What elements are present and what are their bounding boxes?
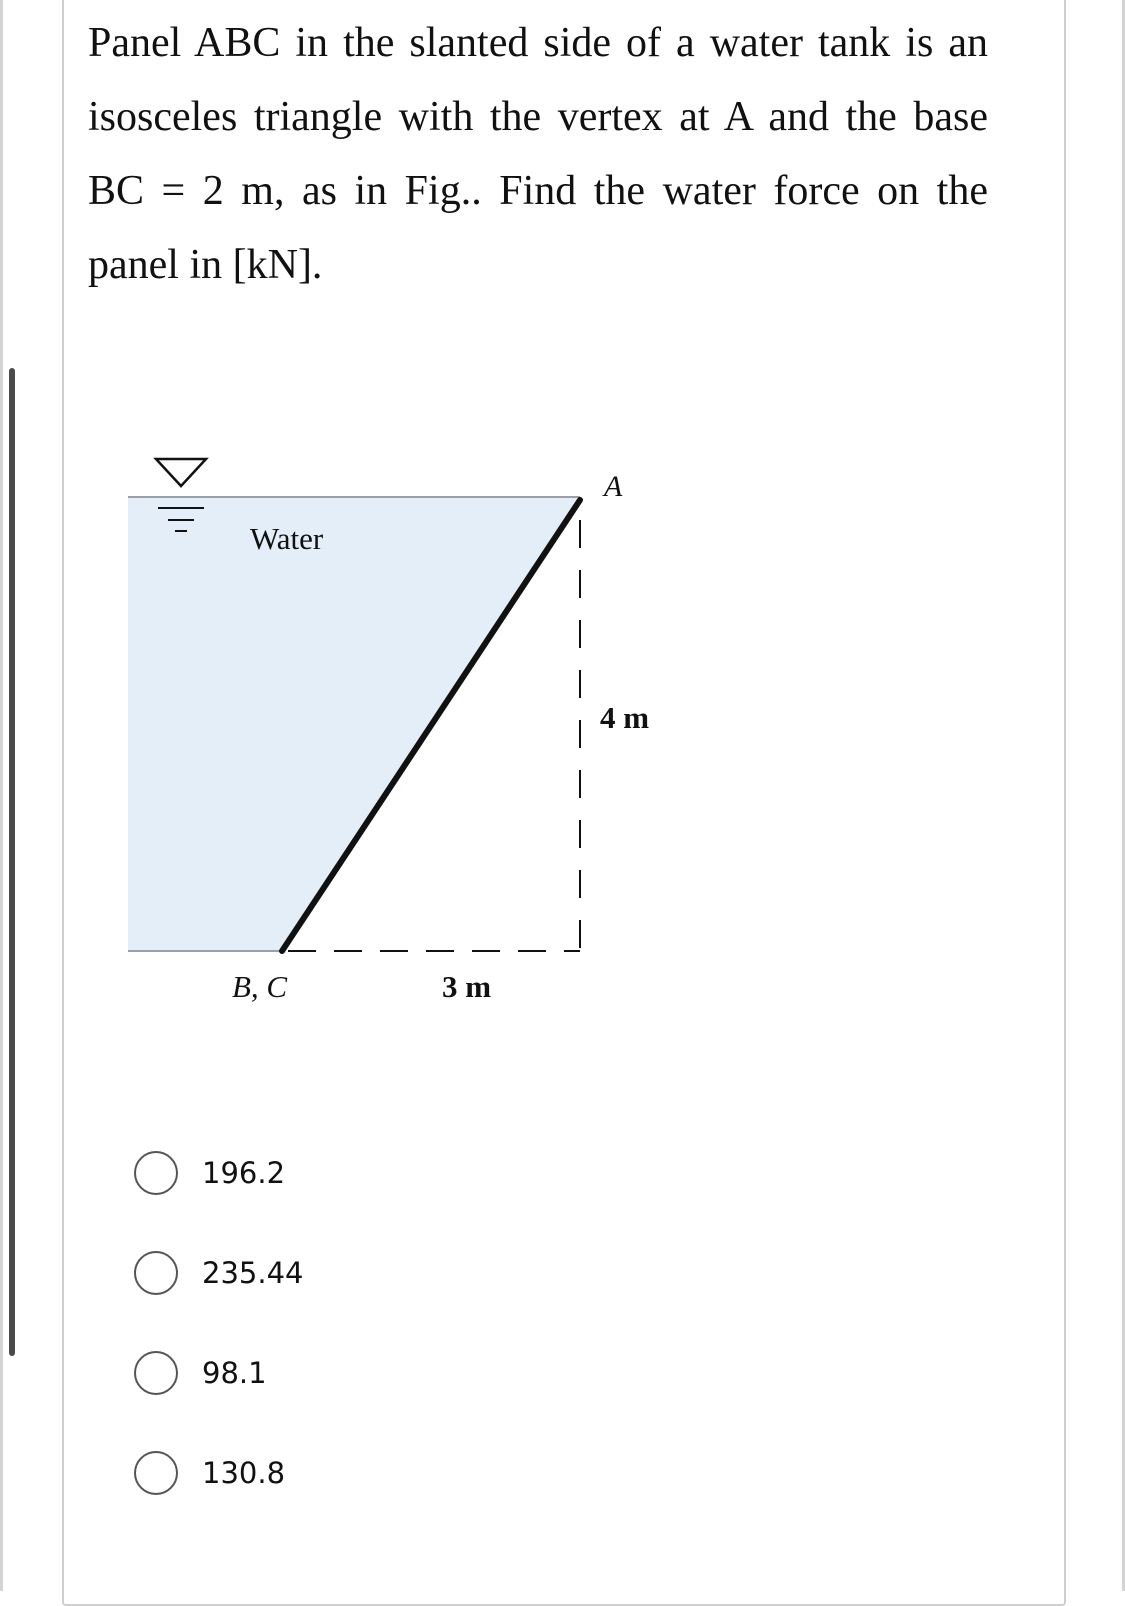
question-text: Panel ABC in the slanted side of a water tank is an isosceles triangle with the vertex at A and the base BC = 2 m, as in Fig.. Find the water force on the panel in [kN]. [88,20,988,288]
option-3[interactable] [134,1348,267,1398]
radio-button[interactable] [134,1451,178,1495]
option-label: 130.8 [202,1456,286,1490]
radio-button[interactable] [134,1151,178,1195]
option-2[interactable] [134,1248,303,1298]
base-label: B, C [232,969,288,1004]
vertex-label: A [604,470,623,503]
water-region [128,497,580,951]
option-label: 235.44 [202,1256,304,1290]
option-4[interactable] [134,1448,285,1498]
height-label: 4 m [600,700,650,735]
option-1[interactable] [134,1148,285,1198]
water-label: Water [250,521,324,556]
radio-button[interactable] [134,1351,178,1395]
radio-button[interactable] [134,1251,178,1295]
option-label: 196.2 [202,1156,286,1190]
width-label: 3 m [442,969,492,1004]
option-label: 98.1 [202,1356,267,1390]
